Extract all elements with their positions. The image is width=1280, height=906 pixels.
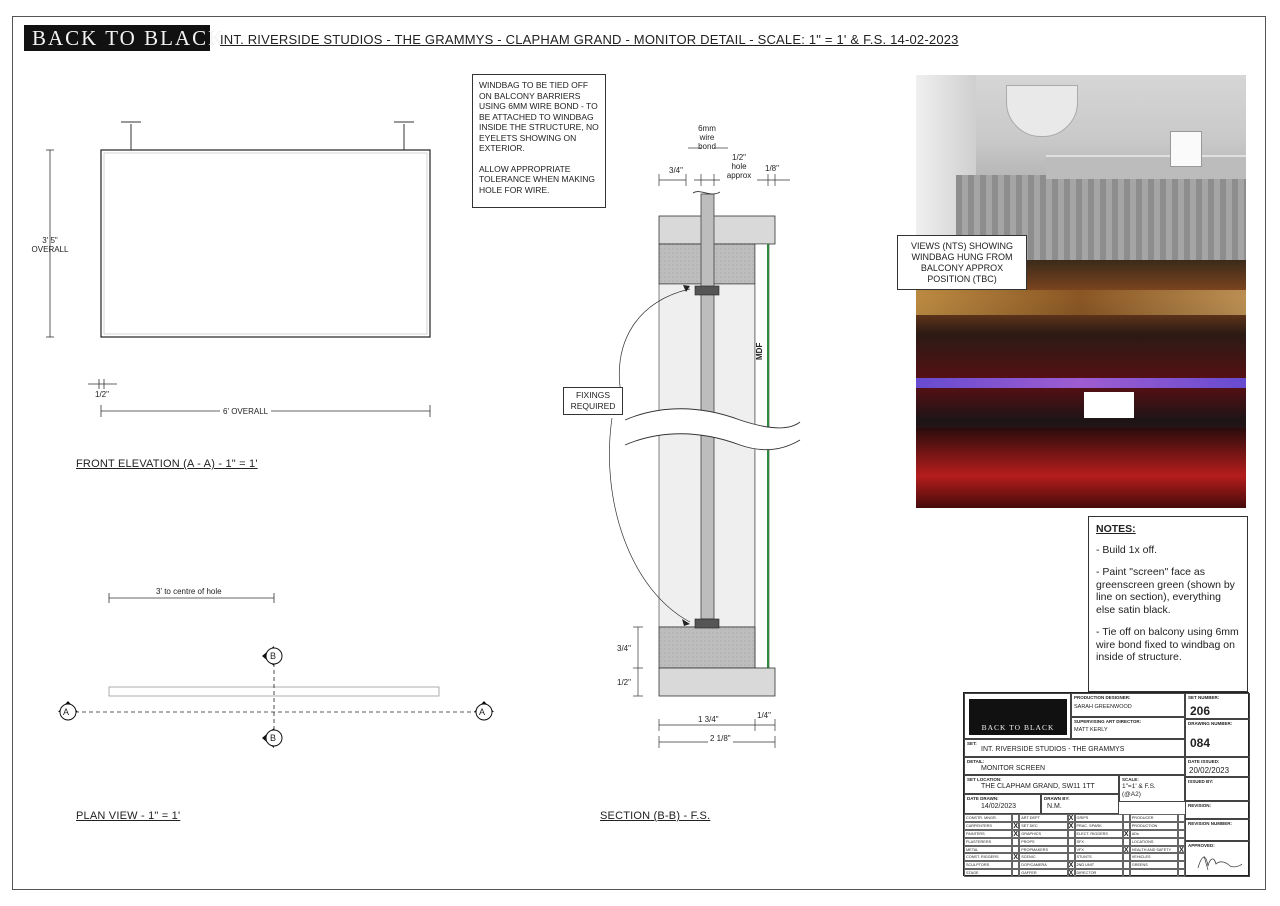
department-cell bbox=[1130, 869, 1178, 877]
department-cell: GRIPS bbox=[1075, 814, 1123, 822]
department-cell: ELECT. RIGGERS bbox=[1075, 830, 1123, 838]
department-check bbox=[1178, 830, 1185, 838]
department-check bbox=[1068, 838, 1075, 846]
date-drawn-value: 14/02/2023 bbox=[981, 803, 1017, 810]
department-cell: CONST. RIGGERS bbox=[964, 853, 1012, 861]
issued-by-label: ISSUED BY: bbox=[1188, 779, 1214, 784]
plan-view bbox=[58, 593, 494, 748]
drawing-number-cell bbox=[1185, 719, 1250, 757]
department-check: X bbox=[1068, 822, 1074, 830]
monitor-position-marker bbox=[1084, 392, 1134, 418]
department-check bbox=[1123, 869, 1130, 877]
production-designer-cell bbox=[1071, 693, 1185, 717]
set-number-value: 206 bbox=[1190, 704, 1211, 718]
date-issued-label: DATE ISSUED: bbox=[1188, 759, 1220, 764]
tolerance-note-text: ALLOW APPROPRIATE TOLERANCE WHEN MAKING HOLE FOR WIRE. bbox=[479, 163, 596, 195]
approval-signature bbox=[1196, 850, 1244, 874]
venue-photo-image bbox=[916, 260, 1246, 508]
revision-number-cell bbox=[1185, 819, 1250, 841]
supervising-label: SUPERVISING ART DIRECTOR: bbox=[1074, 719, 1142, 724]
department-cell: CONSTR. MNGR. bbox=[964, 814, 1012, 822]
department-check: X bbox=[1068, 870, 1074, 878]
department-cell: ADs bbox=[1130, 830, 1178, 838]
marker-b-top-label: B bbox=[270, 651, 277, 661]
scale-value: 1"=1' & F.S. (@A2) bbox=[1122, 783, 1156, 798]
hanging-wire-right bbox=[394, 122, 414, 150]
revision-label: REVISION: bbox=[1188, 803, 1212, 808]
department-cell: PAINTERS bbox=[964, 830, 1012, 838]
marker-a-right-label: A bbox=[479, 707, 486, 717]
dim-two-eighth: 2 1/8" bbox=[710, 734, 731, 743]
set-location-cell bbox=[964, 775, 1119, 794]
front-elevation-caption: FRONT ELEVATION (A - A) - 1" = 1' bbox=[76, 458, 258, 470]
date-issued-value: 20/02/2023 bbox=[1189, 766, 1230, 775]
department-check: X bbox=[1179, 846, 1184, 854]
notes-box bbox=[1088, 516, 1248, 692]
department-cell: STAGE bbox=[964, 869, 1012, 877]
department-check bbox=[1178, 853, 1185, 861]
monitor-outline bbox=[101, 150, 430, 337]
department-check bbox=[1012, 861, 1019, 869]
render-view-image bbox=[916, 75, 1246, 260]
set-number-label: SET NUMBER: bbox=[1188, 695, 1220, 700]
department-check: X bbox=[1068, 815, 1074, 822]
drawn-by-cell bbox=[1041, 794, 1119, 814]
plan-view-caption: PLAN VIEW - 1" = 1' bbox=[76, 810, 181, 822]
department-cell: METAL bbox=[964, 846, 1012, 854]
department-check bbox=[1068, 846, 1075, 854]
department-cell: PLASTERERS bbox=[964, 838, 1012, 846]
department-check bbox=[1012, 846, 1019, 854]
hole-label: 1/2" hole approx bbox=[726, 153, 752, 180]
front-elevation bbox=[46, 122, 430, 417]
note-item: - Tie off on balcony using 6mm wire bond fixed to windbag on inside of structure. bbox=[1096, 626, 1239, 663]
department-check bbox=[1068, 853, 1075, 861]
production-designer-value: SARAH GREENWOOD bbox=[1074, 704, 1132, 710]
hanging-wire-left bbox=[121, 122, 141, 150]
department-cell: PROPMAKERS bbox=[1019, 846, 1067, 854]
windbag-note-text: WINDBAG TO BE TIED OFF ON BALCONY BARRIERS USING 6MM WIRE BOND - TO BE ATTACHED TO WINDBAG INSIDE THE STRUCTURE, NO EYELETS SHOWING ON EXTERIOR. bbox=[479, 80, 599, 153]
issued-by-cell bbox=[1185, 777, 1250, 801]
drawn-by-label: DRAWN BY: bbox=[1044, 796, 1070, 801]
dim-one-eighth: 1/8" bbox=[765, 164, 779, 173]
department-grid bbox=[964, 814, 1185, 877]
dim-three-quarter-bottom: 3/4" bbox=[617, 644, 631, 653]
wire-fixing-bottom bbox=[695, 619, 719, 628]
windbag-note bbox=[472, 74, 606, 208]
drawing-title: INT. RIVERSIDE STUDIOS - THE GRAMMYS - CLAPHAM GRAND - MONITOR DETAIL - SCALE: 1" = 1' & F.S. 14-02-2023 bbox=[220, 32, 959, 47]
back-to-black-logo: BACK TO BLACK bbox=[24, 25, 210, 51]
department-check bbox=[1178, 838, 1185, 846]
detail-value: MONITOR SCREEN bbox=[981, 765, 1046, 772]
department-cell: 2ND UNIT bbox=[1075, 861, 1123, 869]
department-cell: GRAPHICS bbox=[1019, 830, 1067, 838]
revision-number-label: REVISION NUMBER: bbox=[1188, 821, 1233, 826]
department-cell: PRODUCTION bbox=[1130, 822, 1178, 830]
date-issued-cell bbox=[1185, 757, 1250, 777]
detail-label: DETAIL: bbox=[967, 759, 985, 764]
title-block-logo: BACK TO BLACK bbox=[969, 699, 1067, 735]
department-check bbox=[1012, 838, 1019, 846]
supervising-cell bbox=[1071, 717, 1185, 739]
department-check: X bbox=[1013, 854, 1019, 862]
wire-fixing-top bbox=[695, 286, 719, 295]
section-bb bbox=[609, 148, 800, 748]
department-cell: STUNTS bbox=[1075, 853, 1123, 861]
department-check bbox=[1123, 838, 1130, 846]
wire-bond bbox=[701, 194, 714, 619]
department-cell: PROPS bbox=[1019, 838, 1067, 846]
department-check bbox=[1068, 830, 1075, 838]
dim-one-three-quarter: 1 3/4" bbox=[698, 715, 719, 724]
department-cell: SCENIC bbox=[1019, 853, 1067, 861]
date-drawn-cell bbox=[964, 794, 1041, 814]
overall-height-label: 3' 5" OVERALL bbox=[31, 236, 69, 254]
department-check: X bbox=[1013, 830, 1019, 838]
department-check: X bbox=[1013, 822, 1019, 830]
department-check bbox=[1178, 822, 1185, 830]
department-check: X bbox=[1068, 862, 1074, 870]
title-block-logo-cell bbox=[964, 693, 1071, 739]
department-check bbox=[1012, 869, 1019, 877]
department-cell: SFX bbox=[1075, 838, 1123, 846]
mdf-label: MDF bbox=[755, 342, 764, 360]
set-location-label: SET LOCATION: bbox=[967, 777, 1002, 782]
department-check bbox=[1123, 822, 1130, 830]
drawing-number-label: DRAWING NUMBER: bbox=[1188, 721, 1233, 726]
supervising-value: MATT KERLY bbox=[1074, 727, 1108, 733]
scale-label: SCALE: bbox=[1122, 777, 1139, 782]
department-cell: ART DEPT bbox=[1019, 814, 1067, 822]
fixings-required-label: FIXINGS REQUIRED bbox=[563, 387, 623, 415]
overall-width-label: 6' OVERALL bbox=[220, 407, 271, 416]
note-item: - Build 1x off. bbox=[1096, 543, 1158, 556]
department-cell: HEALTH AND SAFETY bbox=[1130, 846, 1178, 854]
department-cell: GREENS bbox=[1130, 861, 1178, 869]
department-cell: DIRECTOR bbox=[1075, 869, 1123, 877]
drawn-by-value: N.M. bbox=[1047, 803, 1062, 810]
set-cell bbox=[964, 739, 1185, 757]
department-cell: SET DEC bbox=[1019, 822, 1067, 830]
dim-three-quarter-top: 3/4" bbox=[669, 166, 683, 175]
revision-cell bbox=[1185, 801, 1250, 819]
department-check bbox=[1012, 814, 1019, 822]
department-cell: LOCATIONS bbox=[1130, 838, 1178, 846]
drawing-number-value: 084 bbox=[1190, 736, 1211, 750]
section-caption: SECTION (B-B) - F.S. bbox=[600, 810, 711, 822]
department-cell: CARPENTERS bbox=[964, 822, 1012, 830]
department-cell: GAFFER bbox=[1019, 869, 1067, 877]
department-check bbox=[1178, 869, 1185, 877]
views-label: VIEWS (NTS) SHOWING WINDBAG HUNG FROM BALCONY APPROX POSITION (TBC) bbox=[897, 235, 1027, 290]
dim-quarter: 1/4" bbox=[757, 711, 771, 720]
department-check: X bbox=[1123, 830, 1129, 838]
scale-cell bbox=[1119, 775, 1185, 802]
department-check bbox=[1123, 853, 1130, 861]
detail-cell bbox=[964, 757, 1185, 775]
department-check: X bbox=[1123, 846, 1129, 854]
set-label: SET: bbox=[967, 741, 977, 746]
production-designer-label: PRODUCTION DESIGNER: bbox=[1074, 695, 1131, 700]
notes-title: NOTES: bbox=[1096, 523, 1136, 535]
department-check bbox=[1123, 814, 1130, 822]
department-check bbox=[1178, 814, 1185, 822]
marker-b-bottom-label: B bbox=[270, 733, 277, 743]
department-cell: DOP/CAMERA bbox=[1019, 861, 1067, 869]
approved-label: APPROVED: bbox=[1188, 843, 1215, 848]
department-check bbox=[1178, 861, 1185, 869]
title-block bbox=[963, 692, 1249, 876]
thickness-label: 1/2" bbox=[95, 390, 109, 399]
set-location-value: THE CLAPHAM GRAND, SW11 1TT bbox=[981, 783, 1095, 790]
department-cell: SCULPTORS bbox=[964, 861, 1012, 869]
plan-dimension-label: 3' to centre of hole bbox=[156, 587, 222, 596]
department-cell: PRODUCER bbox=[1130, 814, 1178, 822]
department-check bbox=[1123, 861, 1130, 869]
dim-half-bottom: 1/2" bbox=[617, 678, 631, 687]
department-cell: VEHICLES bbox=[1130, 853, 1178, 861]
note-item: - Paint "screen" face as greenscreen green (shown by line on section), everything else satin black. bbox=[1096, 566, 1235, 616]
date-drawn-label: DATE DRAWN: bbox=[967, 796, 999, 801]
department-cell: VFX bbox=[1075, 846, 1123, 854]
approved-cell bbox=[1185, 841, 1250, 877]
set-number-cell bbox=[1185, 693, 1250, 719]
set-value: INT. RIVERSIDE STUDIOS - THE GRAMMYS bbox=[981, 746, 1125, 753]
department-cell: PRAC. SPARK bbox=[1075, 822, 1123, 830]
render-monitor bbox=[1170, 131, 1202, 167]
marker-a-left-label: A bbox=[63, 707, 70, 717]
wire-bond-label: 6mm wire bond bbox=[698, 124, 716, 151]
